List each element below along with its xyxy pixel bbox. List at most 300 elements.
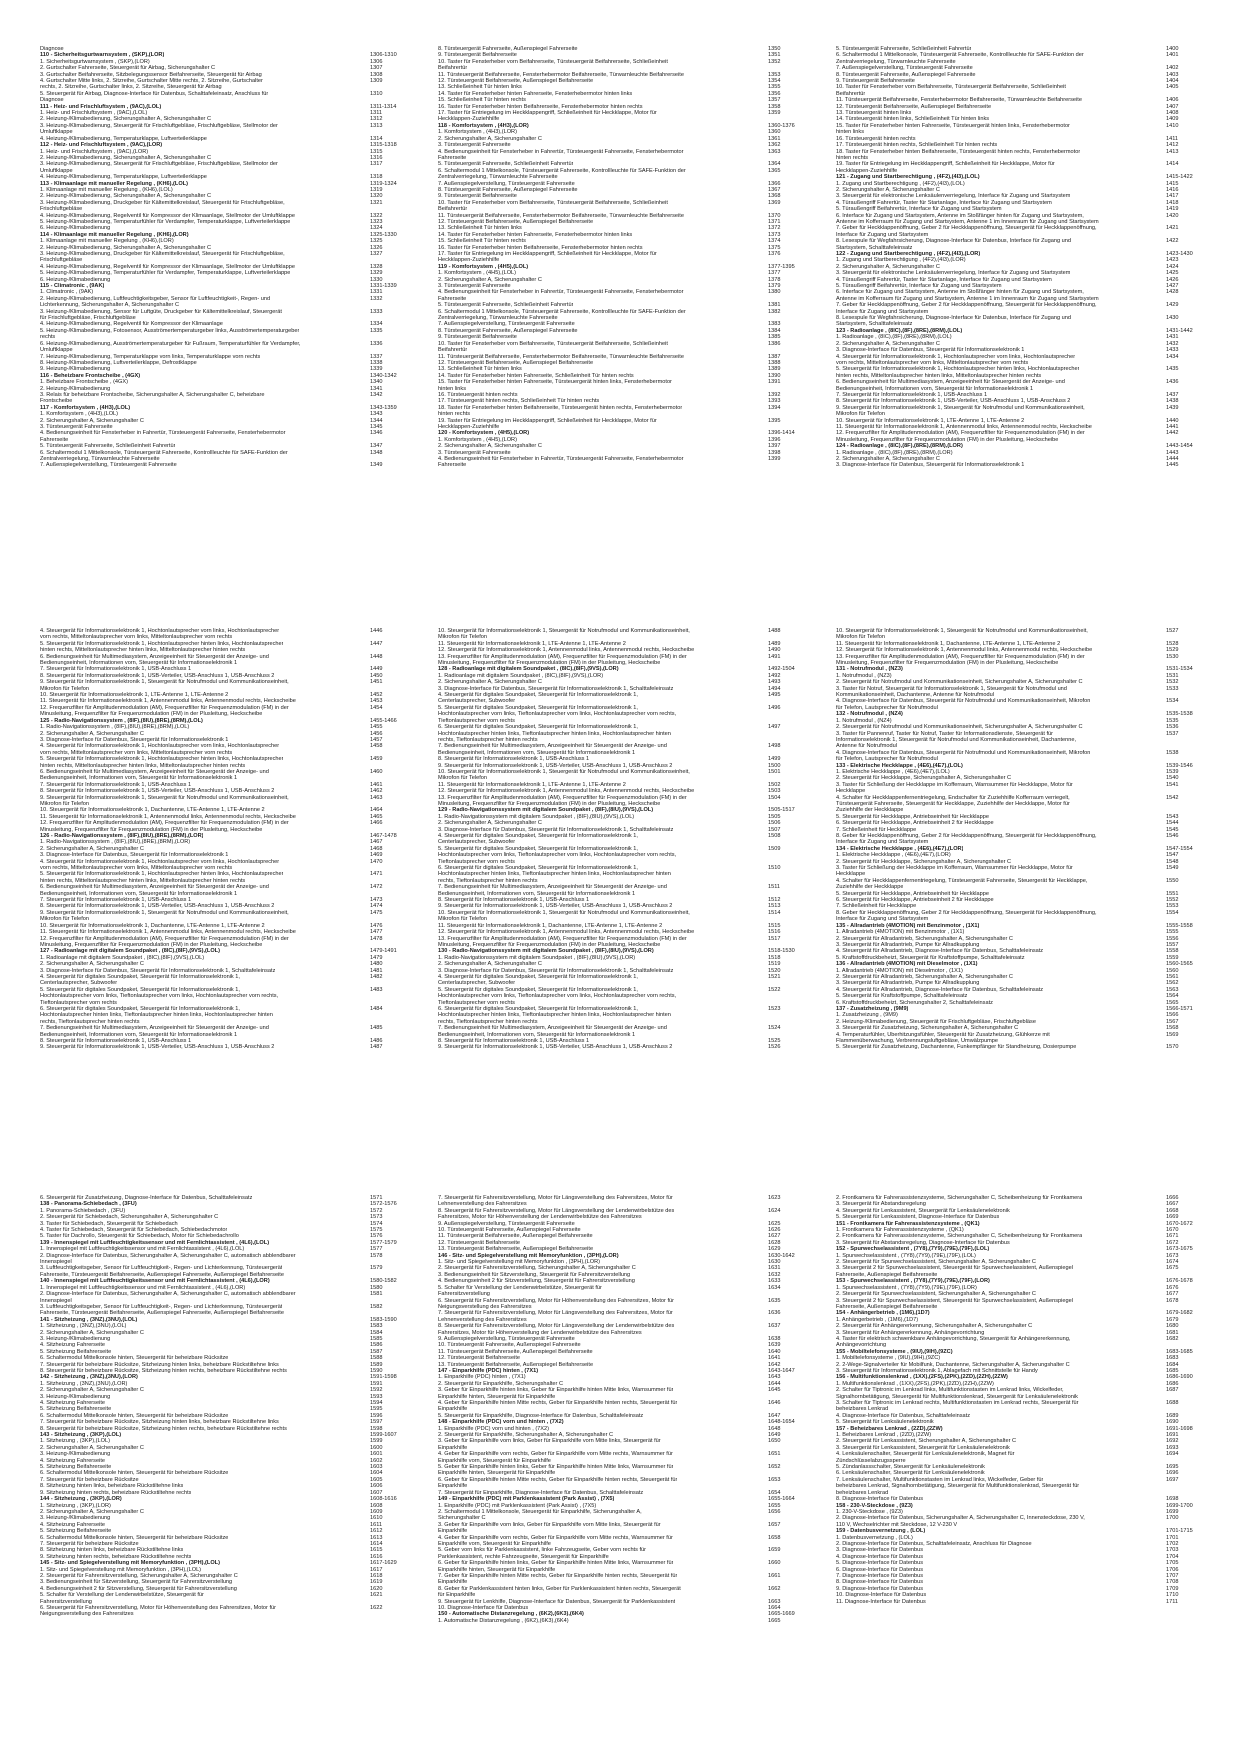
toc-entry-title: 4. Türaußengriff Fahrertür, Taster für Startanlage, Interface für Zugang und Startsystem [836,276,1052,283]
toc-entry-page: 1709 [1166,1585,1179,1592]
toc-entry-title: 12. Türsteuergerät Beifahrerseite, Außenspiegel Beifahrerseite [438,359,594,366]
toc-entry-page: 1349 [370,462,383,469]
toc-entry-page: 1405 [1166,84,1179,91]
toc-entry-title: 2. Schaltermodul 1 Mittelkonsole, Steuergerät für Einparkhilfe, Sicherungshalter A, [438,1508,642,1515]
toc-entry-title: 10. Steuergerät für Informationselektronik 1, Steuergerät für Notrufmodul und Kommunikationseinheit, [438,909,690,916]
toc-entry-page: 1657 [768,1521,781,1528]
toc-entry-page: 1415 [1166,180,1179,187]
toc-column [836,46,1200,469]
toc-entry-title: 6. Bedienungseinheit für Multimediasystem, Anzeigeeinheit für Steuergerät der Anzeige- und [40,884,269,891]
toc-entry-title: 8. Steuergerät für Informationselektronik 1, USB-Anschluss 1 [438,756,590,763]
toc-entry-title: 12. Türsteuergerät Beifahrerseite, Außenspiegel Beifahrerseite [438,218,594,225]
toc-entry-title: 1. Anhängerbetrieb , (1M6),(1D7) [836,1316,919,1323]
toc-entry-page: 1430 [1166,315,1179,322]
toc-entry-title: Centerlautsprecher, Subwoofer [438,839,516,846]
toc-entry-title: 149 - Einparkhilfe (PDC) mit Parklenkassistent (Park Assist) , (7X5) [438,1496,615,1503]
toc-entry-title: 13. Schließeinheit Tür hinten links [438,225,522,232]
toc-entry-page: 1682 [1166,1335,1179,1342]
toc-entry-page: 1311 [370,110,383,117]
toc-entry-page: 1558 [1166,948,1179,955]
toc-entry-title: 3. Luftfeuchtigkeitsgeber, Sensor für Luftfeuchtigkeit-, Regen- und Lichterkennung, Türsteuergerät [40,1303,283,1310]
toc-entry-title: Interface für Zugang und Startsystem [836,839,929,846]
toc-entry-page: 1551 [1166,890,1179,897]
toc-entry-title: 134 - Elektrische Heckklappe , (4E6),(4E7),(LOR) [836,845,964,852]
toc-entry-title: Hochtonlautsprecher hinten links, Tieftonlautsprecher hinten links, Hochtonlautsprecher hinten [40,1012,273,1019]
toc-entry-title: 13. Frequenzfilter für Amplitudenmodulation (AM), Frequenzfilter für Frequenzmodulation (FM) in der [438,935,687,942]
toc-entry-title: 3. Diagnose-Interface für Datenbus, Steuergerät für Informationselektronik 1, Schalttafeleinsatz [40,967,276,974]
toc-entry-page: 1422 [1166,238,1179,245]
toc-entry-title: 5. Steuergerät für digitales Soundpaket, Steuergerät für Informationselektronik 1, [438,704,638,711]
toc-entry-title: 2. Steuergerät für Fahrersitzverstellung, Sicherungshalter A, Sicherungshalter C [40,1572,238,1579]
toc-entry-title: 1. Komfortsystem , (4H3),(LOR) [438,129,517,136]
toc-entry-page: 1489 [768,640,781,647]
toc-entry-title: 6. Interface für Zugang und Startsystem, Antenne im Stoßfänger hinten für Zugang und Startsystem, [836,289,1084,296]
toc-entry-title: 11. Türsteuergerät Beifahrerseite, Fensterhebermotor Beifahrerseite, Türwarnleuchte Beifahrerseite [438,353,684,360]
toc-entry-page: 1496 [768,704,781,711]
toc-entry-title: 6. Steuergerät für Fahrersitzverstellung, Motor für Höhenverstellung des Fahrersitzes, Motor für [438,1297,674,1304]
toc-entry-title: 2. Steuergerät für Heckklappe, Sicherungshalter A, Sicherungshalter C [836,775,1012,782]
toc-entry-title: 19. Taster für Entriegelung im Heckklappengriff, Schließeinheit für Heckklappe, Motor für [836,161,1055,168]
toc-entry-title: 8. Geber für Heckklappenöffnung, Geber 2 für Heckklappenöffnung, Steuergerät für Heckklappenöffnung, [836,833,1097,839]
toc-entry-title: 133 - Elektrische Heckklappe , (4E6),(4E7),(LOL) [836,762,963,769]
toc-entry-page: 1493 [768,679,781,686]
toc-entry-title: Fahrersitzes, Motor für Höhenverstellung der Lendenwirbelstütze des Fahrersitzes [438,1329,642,1336]
toc-entry-title: Startsystem, Schalttafeleinsatz [836,321,913,328]
toc-entry-page: 1566-1571 [1166,1005,1193,1012]
toc-entry-page: 1475 [370,909,383,916]
toc-entry-title: 3. Geber für Einparkhilfe vorn links, Geber für Einparkhilfe vorn Mitte links, Steuergerät für [438,1438,661,1445]
toc-entry-page: 1315-1318 [370,142,397,149]
toc-entry-title: Minusleitung, Frequenzfilter für Frequenzmodulation (FM) in der Plusleitung, Heckscheibe [836,660,1059,667]
toc-entry-title: 4. Bedienungseinheit für Fensterheber in Fahrertür, Türsteuergerät Fahrerseite, Fensterhebermotor [438,289,684,296]
toc-entry-title: 2. Sicherungshalter A, Sicherungshalter C [836,263,940,270]
toc-entry-title: 16. Taster für Fensterheber hinten Beifahrerseite, Fensterhebermotor hinten rechts [438,244,643,251]
toc-entry-page: 1357 [768,97,781,104]
toc-entry-page: 1313 [370,122,383,129]
toc-entry-title: 5. Taster für Dachrollo, Steuergerät für Schiebedach, Motor für Schiebedachrollo [40,1233,239,1240]
toc-entry-title: 2. Sicherungshalter A, Sicherungshalter C [40,417,144,424]
toc-entry-page: 1526 [768,1044,781,1051]
toc-entry-page: 1579 [370,1265,383,1272]
toc-entry-title: 10. Steuergerät für Informationselektronik 1, LTE-Antenne 1, LTE-Antenne 2 [40,692,229,699]
toc-entry-page: 1350 [768,46,781,52]
toc-entry-page: 1356 [768,90,781,97]
toc-entry-page: 1638 [768,1335,781,1342]
toc-entry-title: 3. Diagnose-Interface für Datenbus, Steuergerät für Informationselektronik 1, Schalttafeleinsatz [438,826,674,833]
toc-entry-title: 2. Sicherungshalter A, Sicherungshalter C [40,1444,144,1451]
toc-entry-page: 1655 [768,1502,781,1509]
toc-entry-page: 1329 [370,270,383,277]
toc-entry-page: 1327 [370,251,383,257]
toc-entry-page: 1509 [768,845,781,852]
toc-entry-page: 1583 [370,1323,383,1330]
toc-entry-title: 16. Türsteuergerät hinten rechts [438,391,518,398]
toc-entry-page: 1679 [1166,1316,1179,1323]
toc-entry-page: 1624 [768,1207,781,1214]
toc-entry-page: 1351 [768,52,781,59]
toc-entry-page: 1555-1558 [1166,922,1193,929]
toc-entry-title: 3. Gurtschalter Beifahrerseite, Sitzbelegungssensor Beifahrerseite, Steuergerät für Airbag [40,71,262,78]
toc-entry-title: 5. Steuergerät für Lenkassistent, Diagnose-Interface für Datenbus [836,1214,1000,1221]
toc-entry-title: 4. Bedienungseinheit 2 für Sitzverstellung, Steuergerät für Fahrersitzverstellung [40,1585,237,1592]
toc-entry-page: 1608-1616 [370,1496,397,1503]
toc-entry-title: 110 - Sicherheitsgurtwarnsystem , (SKP),(LOR) [40,52,165,59]
toc-entry-page: 1699-1700 [1166,1502,1193,1509]
toc-entry-title: 4. Bedienungseinheit für Fensterheber in Fahrertür, Türsteuergerät Fahrerseite, Fensterhebermotor [438,456,684,462]
toc-entry-title: 5. Heizung-/Klimabedienung, Temperaturfühler für Verdampfer, Temperaturklappe, Luftverteilerklappe [40,270,291,277]
toc-entry-page: 1661 [768,1572,781,1579]
toc-entry-title: 4. Taster für elektrisch schwenkbare Anhängevorrichtung, Steuergerät für Anhängererkennung, [836,1335,1071,1342]
toc-entry-title: Zentralverriegelung, Türwarnleuchte Fahrerseite [438,315,558,322]
toc-entry-page: 1691 [1166,1432,1179,1439]
toc-entry-page: 1319-1324 [370,180,397,187]
toc-entry-title: 2. Heizung-/Klimabedienung, Sicherungshalter A, Sicherungshalter C [40,154,212,161]
toc-entry-title: 7. Außenspiegelverstellung, Türsteuergerät Fahrerseite [836,65,973,72]
toc-entry-title: 132 - Notrufmodul , (NZ4) [836,711,903,718]
toc-entry-page: 1653 [768,1476,781,1483]
toc-entry-page: 1584 [370,1329,383,1336]
toc-entry-page: 1395 [768,417,781,424]
toc-entry-page: 1654 [768,1489,781,1496]
toc-entry-page: 1561 [1166,973,1179,980]
toc-entry-page: 1334 [370,321,383,328]
toc-entry-title: 2. Frontkamera für Fahrerassistenzsysteme, Sicherungshalter C, Scheibenheizung für Frontkamera [836,1233,1083,1240]
toc-entry [40,1044,404,1050]
toc-entry-title: Diagnose [40,97,64,104]
toc-entry-page: 1491 [768,653,781,660]
toc-entry-title: vorn rechts, Mitteltonlautsprecher vorn links, Mitteltonlautsprecher vorn rechts [40,749,233,756]
toc-entry-title: 7. Außenspiegelverstellung, Türsteuergerät Fahrerseite [438,180,575,187]
toc-entry-title: 6. Steuergerät für digitales Soundpaket, Steuergerät für Informationselektronik 1, [438,1005,638,1012]
toc-entry-title: 12. Steuergerät für Informationselektronik 1, Antennenmodul links, Antennenmodul rechts, Heckscheibe [438,788,695,795]
toc-entry-title: Einparkhilfe vorn, Steuergerät für Einparkhilfe [438,1540,551,1547]
toc-entry-title: Centerlautsprecher, Subwoofer [40,980,118,987]
toc-entry-title: 9. Außenspiegelverstellung, Türsteuergerät Fahrerseite [438,1220,575,1227]
toc-entry-page: 1684 [1166,1361,1179,1368]
toc-column [438,628,802,1051]
toc-entry-title: 3. Geber für Einparkhilfe vorn links, Geber für Einparkhilfe vorn Mitte links, Steuergerät für [438,1521,661,1528]
toc-entry-title: 19. Taster für Entriegelung im Heckklappengriff, Schließeinheit für Heckklappe, Motor für [438,417,657,424]
toc-entry-title: Frischluftgebläse [40,206,83,213]
toc-entry-title: 5. Türsteuergerät Fahrerseite, Schließeinheit Fahrertür [438,302,574,309]
toc-entry-title: 14. Taster für Fensterheber hinten Fahrerseite, Fensterhebermotor hinten links [438,231,633,238]
toc-entry-title: 5. Zündanlassschalter, Steuergerät für Lenksäulenelektronik [836,1464,985,1471]
toc-entry-page: 1673 [1166,1252,1179,1259]
toc-entry-title: 2. Heizung-/Klimabedienung, Sicherungshalter A, Sicherungshalter C [40,244,212,251]
toc-entry-title: 1. Innenspiegel mit Luftfeuchtigkeitssensor und mit Fernlichtassistent , (4L6),(LOL) [40,1246,245,1253]
toc-entry-title: hinten rechts, Mitteltonlautsprecher hinten links, Mitteltonlautsprecher hinten rechts [40,877,246,884]
toc-entry-title: 5. Türsteuergerät Fahrerseite, Schließeinheit Fahrertür [836,46,972,52]
toc-entry-title: 1. Panorama-Schiebedach , (3FU) [40,1207,126,1214]
toc-entry-title: 2. Diagnose-Interface für Datenbus, Sicherungshalter A, Sicherungshalter C, automatisch abblendbarer [40,1291,296,1298]
toc-entry-page: 1408 [1166,110,1179,117]
toc-entry-page: 1615 [370,1547,383,1554]
toc-entry-page: 1535 [1166,717,1179,724]
toc-entry-title: 2. Diagnose-Interface für Datenbus, Schalttafeleinsatz, Anschluss für Diagnose [836,1540,1032,1547]
toc-entry-page: 1418 [1166,199,1179,206]
toc-entry-title: Mikrofon für Telefon [40,800,90,807]
toc-entry-title: Signalhornbetätigung, Steuergerät für Multifunktionslenkrad, Steuergerät für Lenksäulenelektronik [836,1393,1078,1400]
toc-entry-page: 1322 [370,212,383,219]
toc-entry-title: 122 - Zugang und Startberechtigung , (4F2),(4I3),(LOR) [836,251,981,257]
toc-entry-title: Minusleitung, Frequenzfilter für Frequenzmodulation (FM) in der Plusleitung, Heckscheibe [40,826,263,833]
toc-entry-title: 121 - Zugang und Startberechtigung , (4F2),(4I3),(LOL) [836,174,980,181]
toc-column [438,46,802,469]
toc-entry-title: 111 - Heiz- und Frischluftsystem , (9AC),(LOL) [40,103,162,110]
toc-entry-title: Neigungsverstellung des Fahrersitzes [438,1303,532,1310]
toc-entry-title: 5. Geber vorn links für Parklenkassistent, linke Fahrzeugseite, Geber vorn rechts für [438,1547,646,1554]
toc-entry-page: 1396-1414 [768,430,795,437]
toc-entry-page: 1523 [768,1005,781,1012]
toc-entry-page: 1451 [370,679,383,686]
toc-entry-title: 5. Türsteuergerät Fahrerseite, Schließeinheit Fahrertür [438,161,574,168]
toc-entry-page: 1372 [768,225,781,232]
toc-entry-page: 1443-1454 [1166,443,1193,450]
toc-entry-title: 1. Beheizbare Frontscheibe , (4GX) [40,379,128,386]
toc-entry-title: 4. Bedienungseinheit für Fensterheber in Fahrertür, Türsteuergerät Fahrerseite, Fensterhebermotor [40,430,286,437]
toc-entry-title: 3. Schalter für Tiptronic im Lenkrad rechts, Multifunktionstasten im Lenkrad rechts, Steuergerät für [836,1400,1079,1406]
toc-entry-title: Heckklappen-Zuziehhilfe [836,167,898,174]
toc-entry-title: Flammenüberwachung, Verbrennungsluftgebläse, Umwälzpumpe [836,1038,998,1044]
toc-entry-title: 155 - Mobiltelefonsysteme , (9IU),(9IH),(9ZC) [836,1348,953,1355]
toc-entry-title: 13. Türsteuergerät hinten links [836,110,912,117]
toc-entry-title: 2. Sicherungshalter A, Sicherungshalter C [836,340,940,347]
toc-entry-page: 1640 [768,1348,781,1355]
toc-entry-page: 1553 [1166,903,1179,910]
toc-entry-page: 1666 [1166,1195,1179,1201]
toc-entry-page: 1683 [1166,1355,1179,1362]
toc-entry-page: 1539-1546 [1166,762,1193,769]
toc-entry-title: 6. Schaltermodul Mittelkonsole hinten, Steuergerät für beheizbare Rücksitze [40,1355,229,1362]
toc-entry-title: 110 V, Wechselrichter mit Steckdose, 12 V-230 V [836,1521,958,1528]
toc-entry-title: 3. Taster für Schließung der Heckklappe im Kofferraum, Warnsummer für Heckklappe, Motor für [836,865,1073,872]
toc-entry-title: 147 - Einparkhilfe (PDC) hinten , (7X1) [438,1367,539,1374]
toc-entry-title: 1. Einparkhilfe (PDC) hinten , (7X1) [438,1374,526,1381]
toc-entry-page: 1458 [370,743,383,750]
toc-entry-title: 3. Türsteuergerät Fahrerseite [438,283,511,290]
toc-entry-title: 12. Frequenzfilter für Amplitudenmodulation (AM), Frequenzfilter für Frequenzmodulation (FM) in der [40,820,289,827]
toc-entry-page: 1588 [370,1355,383,1362]
toc-entry-page: 1665 [768,1617,781,1624]
toc-entry-title: Fahrersitzverstellung [438,1291,490,1298]
toc-entry-title: Heckklappen-Zuziehhilfe [438,257,500,264]
toc-entry-title: 15. Taster für Fensterheber hinten Fahrerseite, Türsteuergerät hinten links, Fensterhebermotor [438,379,672,386]
toc-entry-title: 158 - 230-V-Steckdose , (9Z3) [836,1502,913,1509]
toc-entry-title: 7. Geber für Einparkhilfe hinten Mitte rechts, Geber für Einparkhilfe hinten rechts, Steuergerät für [438,1572,678,1579]
toc-entry-page: 1539 [1166,768,1179,775]
toc-entry-title: 2. Sicherungshalter A, Sicherungshalter C [836,456,940,462]
toc-entry-title: 4. Steuergerät für Informationselektronik 1, Hochtonlautsprecher vorn links, Hochtonlautsprecher [40,743,280,750]
toc-entry-title: 1. Innenspiegel mit Luftfeuchtigkeitssensor und mit Fernlichtassistent , (4L6),(LOR) [40,1284,246,1291]
toc-entry-title: 2. 2-Wege-Signalverteiler für Mobilfunk, Dachantenne, Sicherungshalter A, Sicherungshalter C [836,1361,1070,1368]
toc-entry-title: 5. Heizung-/Klimabedienung, Temperaturfühler für Verdampfer, Temperaturklappe, Luftverteilerklappe [40,218,291,225]
toc-entry-title: 3. Türsteuergerät Fahrerseite [438,142,511,149]
toc-entry-title: Centerlautsprecher, Subwoofer [438,698,516,705]
toc-entry-title: für Frischluftgebläse, Frischluftgebläse [40,315,136,322]
toc-entry-title: 13. Türsteuergerät Beifahrerseite, Außenspiegel Beifahrerseite [438,1246,594,1253]
toc-entry-title: 6. Schaltermodul Mittelkonsole hinten, Steuergerät für beheizbare Rücksitze [40,1534,229,1541]
toc-entry-page: 1593 [370,1393,383,1400]
toc-entry-page: 1383 [768,321,781,328]
toc-entry-title: 2. Sicherungshalter A, Sicherungshalter C [40,845,144,852]
toc-entry-title: 3. Diagnose-Interface für Datenbus, Steuergerät für Informationselektronik 1 [40,736,229,743]
toc-entry-title: hinten rechts, Mitteltonlautsprecher hinten links, Mitteltonlautsprecher hinten rechts [40,762,246,769]
toc-entry-title: 1. Einparkhilfe (PDC) mit Parklenkassistent (Park Assist) , (7X5) [438,1502,597,1509]
toc-entry-title: 3. Diagnose-Interface für Datenbus, Steuergerät für Informationselektronik 1 [836,462,1025,469]
toc-entry-page: 1401 [1166,52,1179,59]
toc-entry-title: 8. Diagnose-Interface für Datenbus [836,1579,924,1586]
toc-entry-page: 1533 [1166,685,1179,692]
toc-entry-title: 9. Diagnose-Interface für Datenbus [836,1585,924,1592]
toc-entry-page: 1444 [1166,456,1179,462]
toc-entry-title: 2. Gurtschalter Fahrerseite, Steuergerät für Airbag, Sicherungshalter C [40,65,216,72]
toc-entry-title: 3. Steuergerät für elektronische Lenksäulenverriegelung, Interface für Zugang und Startsystem [836,193,1071,200]
toc-entry-page: 1414 [1166,161,1179,168]
toc-entry-title: Antenne im Kofferraum für Zugang und Startsystem, Antenne 1 im Innenraum für Zugang und Startsystem [836,218,1099,225]
toc-block-2 [40,628,1200,1051]
toc-entry-page: 1603 [370,1464,383,1471]
toc-entry-title: 8. Sitzheizung hinten links, beheizbare Rückstiltehne links [40,1483,184,1490]
toc-entry-title: 7. Steuergerät für Fahrersitzverstellung, Motor für Längsverstellung des Fahrersitzes, Motor für [438,1195,673,1201]
toc-entry-page: 1309 [370,78,383,85]
toc-entry-title: 1. Spurwechselassistent , (7Y8),(7Y9),(79E),(79F),(LOL) [836,1252,976,1259]
toc-entry-page: 1307 [370,65,383,72]
toc-entry-title: 2. Steuergerät für Anhängererkennung, Sicherungshalter A, Sicherungshalter C [836,1323,1033,1330]
toc-entry-title: Informationselektronik 1, Steuergerät für Notrufmodul und Kommunikationseinheit, Dachantenne, [836,736,1077,743]
toc-entry-page: 1502 [768,781,781,788]
toc-entry-title: 3. Steuergerät für elektronische Lenksäulenverriegelung, Interface für Zugang und Startsystem [836,270,1071,277]
toc-entry-title: 140 - Innenspiegel mit Luftfeuchtigkeitssensor und mit Fernlichtassistent , (4L6),(LOR) [40,1278,270,1285]
toc-entry-page: 1429 [1166,302,1179,309]
toc-entry-title: 129 - Radio-Navigationssystem mit digitalem Soundpaket , (8IF),(8IU),(9VS),(LOL) [438,807,654,814]
toc-entry-title: 1. Datenbusvernetzung , (LOL) [836,1534,913,1541]
toc-entry-page: 1318 [370,174,383,181]
toc-entry-title: vorn rechts, Mitteltonlautsprecher vorn links, Mitteltonlautsprecher vorn rechts [40,865,233,872]
toc-entry-page: 1315 [370,148,383,155]
toc-entry [438,462,802,468]
toc-entry-page: 1577 [370,1246,383,1253]
toc-entry-page: 1617-1629 [370,1560,397,1567]
toc-entry-title: 1. Elektrische Heckklappe , (4E6),(4E7),(LOR) [836,852,951,859]
toc-entry-title: 6. Steuergerät für Heckklappe, Antriebseinheit 2 für Heckklappe [836,897,994,904]
toc-entry-title: 17. Türsteuergerät hinten rechts, Schließeinheit Tür hinten rechts [438,398,600,405]
toc-entry-page: 1543 [1166,813,1179,820]
toc-entry-title: 8. Steuergerät für Informationselektronik 1, USB-Verteiler, USB-Anschluss 1, USB-Anschluss 2 [40,903,275,910]
toc-entry-page: 1377 [768,270,781,277]
toc-entry-page: 1312 [370,116,383,123]
toc-entry-title: Fahrerseite, Türsteuergerät Beifahrerseite, Außenspiegel Fahrerseite, Außenspiegel Beifahrerseite [40,1271,284,1278]
toc-entry-page: 1504 [768,794,781,801]
toc-entry-page: 1377-1395 [768,263,795,270]
toc-entry-title: 5. Steuergerät für Informationselektronik 1, Hochtonlautsprecher hinten links, Hochtonlautsprecher [40,756,284,763]
toc-entry-page: 1672 [1166,1239,1179,1246]
toc-entry-page: 1635 [768,1297,781,1304]
toc-entry-page: 1577-1579 [370,1239,397,1246]
toc-entry-title: 10. Steuergerät für Informationselektronik 1, Dachantenne, LTE-Antenne 1, LTE-Antenne 2 [40,807,265,814]
toc-entry-title: Lehnenverstellung des Fahrersitzes [438,1316,527,1323]
toc-entry-title: 5. Türaußengriff Beifahrertür, Interface für Zugang und Startsystem [836,283,1002,290]
toc-entry-title: 15. Schließeinheit Tür hinten rechts [438,238,526,245]
toc-entry-title: 4. Türaußengriff Fahrertür, Taster für Startanlage, Interface für Zugang und Startsystem [836,199,1052,206]
toc-entry-page: 1482 [370,973,383,980]
toc-entry-page: 1639 [768,1342,781,1349]
toc-entry-title: 1. Komfortsystem , (4H3),(LOL) [40,411,119,418]
toc-entry-title: 8. Diagnose-Interface für Datenbus [836,1496,924,1503]
toc-entry-page: 1668 [1166,1207,1179,1214]
toc-entry-page: 1373 [768,231,781,238]
toc-entry-title: 2. Sicherungshalter A, Sicherungshalter C [438,276,542,283]
toc-entry-title: 4. Bedienungseinheit für Fensterheber in Fahrertür, Türsteuergerät Fahrerseite, Fensterhebermotor [438,148,684,155]
toc-entry-title: 1. Heiz- und Frischluftsystem , (9AC),(LOR) [40,148,149,155]
toc-entry-title: 2. Steuergerät für Spurwechselassistent, Sicherungshalter A, Sicherungshalter C [836,1259,1036,1266]
toc-entry-title: 9. Sitzheizung hinten rechts, beheizbare Rückstiltehne rechts [40,1489,192,1496]
toc-entry-title: Hochtonlautsprecher vorn links, Tieftonlautsprecher vorn links, Hochtonlautsprecher vorn rechts, [438,852,677,859]
toc-entry-page: 1617 [370,1566,383,1573]
toc-entry-title: Einparkhilfe hinten, Steuergerät für Einparkhilfe [438,1393,556,1400]
toc-entry-page: 1397 [768,443,781,450]
toc-entry-page: 1671 [1166,1233,1179,1240]
toc-entry-title: 2. Sicherungshalter A, Sicherungshalter C [438,443,542,450]
toc-entry-title: 13. Frequenzfilter für Amplitudenmodulation (AM), Frequenzfilter für Frequenzmodulation (FM) in der [438,794,687,801]
toc-entry-page: 1419 [1166,206,1179,213]
toc-entry-page: 1592 [370,1387,383,1394]
toc-entry-title: 3. Steuergerät für Lenkassistent, Steuergerät für Lenksäulenelektronik [836,1444,1010,1451]
toc-entry-page: 1625 [768,1220,781,1227]
toc-column [836,628,1200,1051]
toc-entry-title: 8. Türsteuergerät Fahrerseite, Außenspiegel Fahrerseite [836,71,976,78]
toc-entry-page: 1370 [768,212,781,219]
toc-entry-title: 15. Taster für Fensterheber hinten Fahrerseite, Türsteuergerät hinten links, Fensterhebermotor [836,122,1070,129]
toc-entry-page: 1688 [1166,1400,1179,1406]
toc-entry-page: 1501 [768,768,781,775]
toc-entry-title: 1. Radioanlage , (8IC),(8F),(8RE),(8RM),(LOL) [836,334,952,341]
toc-entry-title: 5. Steuergerät für Heckklappe, Antriebseinheit für Heckklappe [836,890,989,897]
toc-entry-title: Centerlautsprecher, Subwoofer [438,980,516,987]
toc-entry-title: Interface für Zugang und Startsystem [836,308,929,315]
toc-entry-page: 1645 [768,1387,781,1394]
toc-entry-page: 1670 [1166,1227,1179,1234]
toc-entry-page: 1445 [1166,462,1179,469]
toc-entry-page: 1404 [1166,78,1179,85]
toc-entry-title: 4. Diagnose-Interface für Datenbus, Steuergerät für Notrufmodul und Kommunikationseinheit, Mikrofon [836,749,1091,756]
toc-entry-page: 1476 [370,922,383,929]
toc-entry-page: 1655-1664 [768,1496,795,1503]
toc-entry-page: 1690 [1166,1419,1179,1426]
toc-entry-title: 4. Diagnose-Interface für Datenbus, Steuergerät für Notrufmodul und Kommunikationseinheit, Mikrofon [836,698,1091,705]
toc-entry-page: 1679-1682 [1166,1310,1193,1317]
toc-entry-title: Frontscheibe [40,398,73,405]
toc-entry-page: 1359 [768,110,781,117]
toc-entry-page: 1529 [1166,647,1179,654]
toc-entry-page: 1508 [768,833,781,839]
toc-entry-title: 10. Steuergerät für Informationselektronik 1, LTE-Antenne 1, LTE-Antenne 2 [836,417,1025,424]
toc-entry-title: 9. Sitzheizung hinten rechts, beheizbare Rückstiltehne rechts [40,1553,192,1560]
toc-entry-title: 5. Schalter für Verstellung der Lendenwirbelstütze, Steuergerät für [438,1284,602,1291]
toc-entry-page: 1704 [1166,1553,1179,1560]
toc-entry-title: rechts, Tieftonlautsprecher hinten rechts [438,877,538,884]
toc-entry-page: 1441 [1166,423,1179,430]
toc-entry-title: 7. Steuergerät für Informationselektronik 1, USB-Anschluss 1 [40,781,192,788]
toc-entry-title: Tieftonlautsprecher vorn rechts [438,858,515,865]
toc-entry-page: 1487 [370,1044,383,1051]
toc-entry-page: 1572 [370,1207,383,1214]
toc-entry-title: 1. Zugang und Startberechtigung , (4F2),(4I3),(LOL) [836,180,965,187]
toc-entry-title: 4. Sitzheizung Fahrerseite [40,1400,105,1406]
toc-entry-page: 1342 [370,391,383,398]
toc-entry-title: 2. Sicherungshalter A, Sicherungshalter C [438,135,542,142]
toc-entry-page: 1527 [1166,628,1179,634]
toc-entry-title: 9. Steuergerät für Informationselektronik 1, Steuergerät für Notrufmodul und Kommunikationseinheit, [40,794,289,801]
